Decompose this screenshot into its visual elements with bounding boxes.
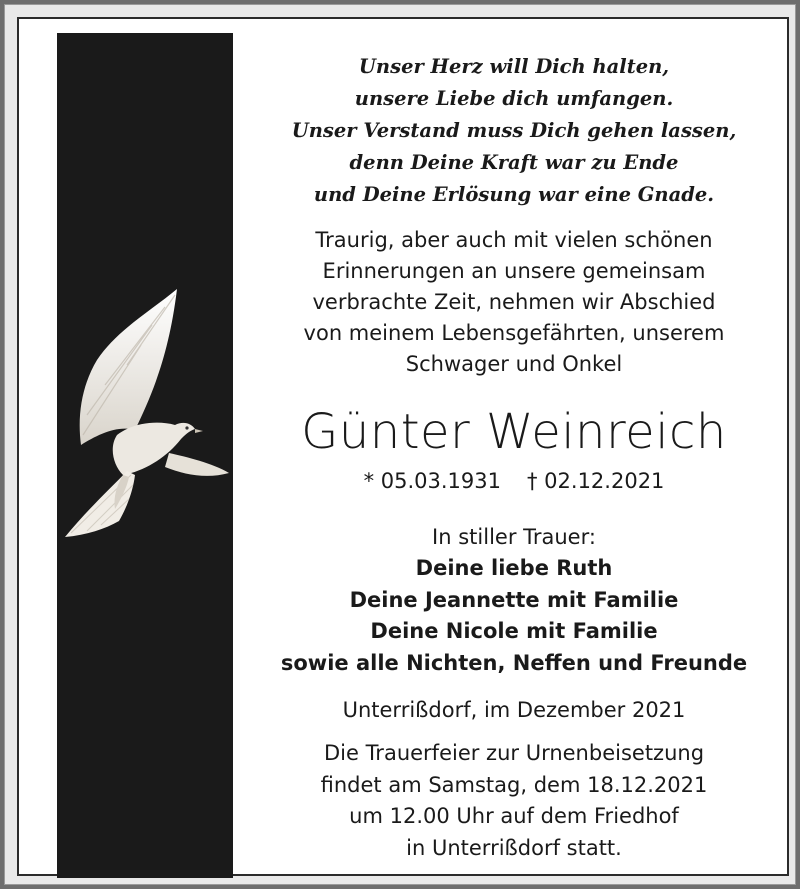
outer-frame	[4, 4, 796, 885]
deceased-name: Günter Weinreich	[301, 404, 727, 460]
mourners-list	[245, 553, 783, 679]
poem-line: denn Deine Kraft war zu Ende	[349, 151, 679, 174]
poem	[245, 51, 783, 211]
intro-line: Erinnerungen an unsere gemeinsam	[322, 259, 706, 283]
poem-line: Unser Verstand muss Dich gehen lassen,	[291, 119, 737, 142]
life-dates	[245, 466, 783, 496]
funeral-line: um 12.00 Uhr auf dem Friedhof	[349, 804, 679, 828]
black-side-bar	[57, 33, 233, 878]
intro-line: von meinem Lebensgefährten, unserem	[303, 321, 725, 345]
dove-image	[57, 285, 233, 575]
intro-line: Schwager und Onkel	[405, 352, 623, 376]
intro-line: Traurig, aber auch mit vielen schönen	[315, 228, 713, 252]
mourner-name: Deine Jeannette mit Familie	[349, 587, 679, 612]
mourner-name: sowie alle Nichten, Neffen und Freunde	[280, 650, 748, 675]
place-date: Unterrißdorf, im Dezember 2021	[342, 698, 686, 722]
intro-text	[245, 225, 783, 380]
mourners-intro: In stiller Trauer:	[432, 525, 596, 549]
intro-line: verbrachte Zeit, nehmen wir Abschied	[312, 290, 716, 314]
funeral-line: Die Trauerfeier zur Urnenbeisetzung	[323, 741, 705, 765]
poem-line: und Deine Erlösung war eine Gnade.	[313, 183, 715, 206]
death-date: † 02.12.2021	[527, 469, 665, 493]
funeral-line: findet am Samstag, dem 18.12.2021	[320, 772, 708, 797]
mourner-name: Deine Nicole mit Familie	[370, 619, 658, 643]
mourner-name: Deine liebe Ruth	[415, 556, 613, 580]
poem-line: unsere Liebe dich umfangen.	[354, 87, 674, 110]
text-column	[245, 33, 783, 864]
funeral-info	[245, 738, 783, 864]
poem-line: Unser Herz will Dich halten,	[358, 55, 670, 78]
obituary-card	[17, 17, 789, 876]
birth-date: * 05.03.1931	[363, 469, 501, 493]
funeral-line: in Unterrißdorf statt.	[406, 835, 622, 860]
